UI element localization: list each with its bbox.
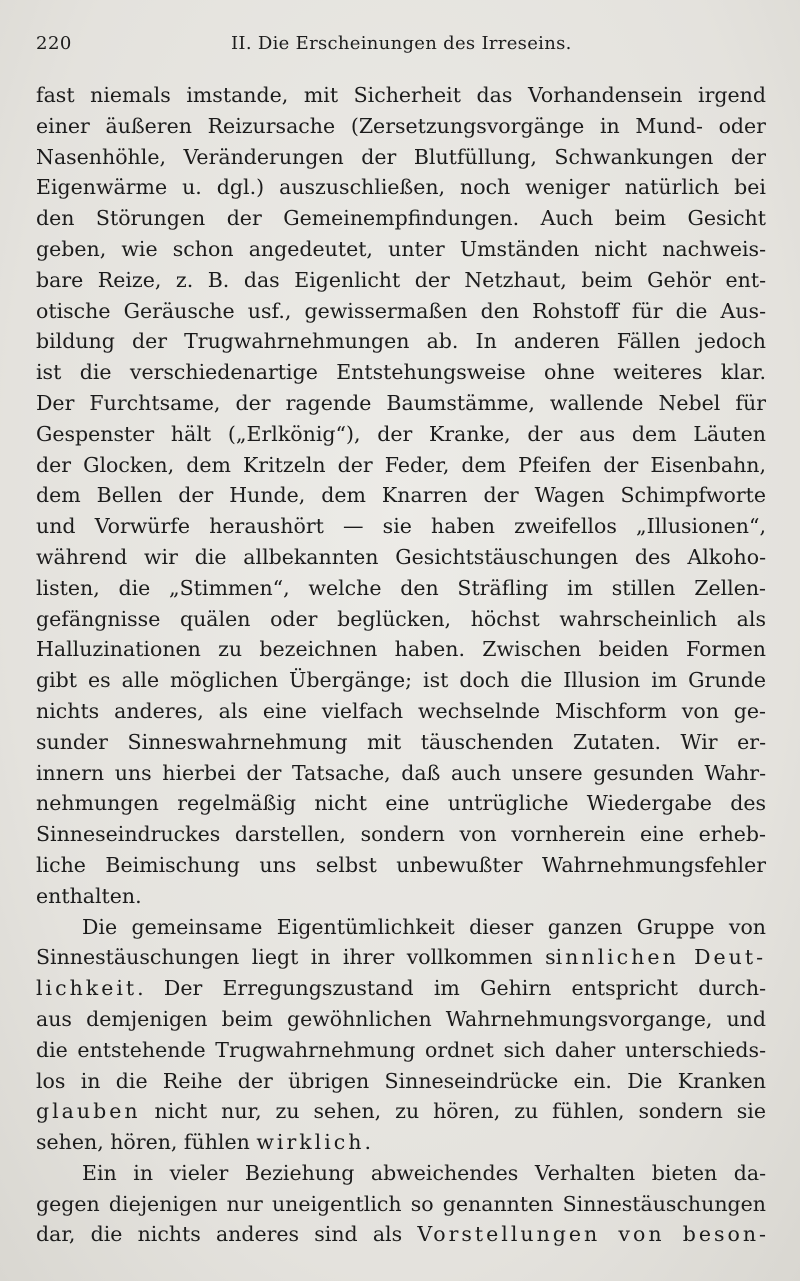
body-line: otische Geräusche usf., gewissermaßen den Rohstoff für die Aus- xyxy=(36,298,766,323)
body-line: während wir die allbekannten Gesichtstäuschungen des Alkoho- xyxy=(36,544,766,569)
body-line: den Störungen der Gemeinempfindungen. Auch beim Gesicht xyxy=(36,206,766,231)
body-line: nehmungen regelmäßig nicht eine untrügliche Wiedergabe des xyxy=(36,791,766,816)
body-line: dar, die nichts anderes sind als Vorstellungen von beson- xyxy=(36,1222,766,1247)
body-line: Die gemeinsame Eigentümlichkeit dieser ganzen Gruppe von xyxy=(82,914,766,939)
body-line: liche Beimischung uns selbst unbewußter Wahrnehmungsfehler xyxy=(36,852,766,877)
body-line: Sinnestäuschungen liegt in ihrer vollkommen sinnlichen Deut- xyxy=(36,945,766,970)
body-text xyxy=(36,80,766,1250)
body-line: gefängnisse quälen oder beglücken, höchst wahrscheinlich als xyxy=(36,606,766,631)
page-header xyxy=(36,33,764,57)
spaced-emphasis: lichkeit xyxy=(36,976,138,1001)
body-line: einer äußeren Reizursache (Zersetzungsvorgänge in Mund- oder xyxy=(36,113,766,138)
spaced-emphasis: Vorstellungen von beson xyxy=(417,1222,760,1247)
body-line: nichts anderes, als eine vielfach wechselnde Mischform von ge- xyxy=(36,698,766,723)
body-line: die entstehende Trugwahrnehmung ordnet sich daher unterschieds- xyxy=(36,1037,766,1062)
body-line: Ein in vieler Beziehung abweichendes Verhalten bieten da- xyxy=(82,1160,766,1185)
running-head: II. Die Erscheinungen des Irreseins. xyxy=(231,33,572,54)
body-line: bildung der Trugwahrnehmungen ab. In anderen Fällen jedoch xyxy=(36,329,766,354)
body-line: Eigenwärme u. dgl.) auszuschließen, noch weniger natürlich bei xyxy=(36,175,766,200)
body-line: fast niemals imstande, mit Sicherheit das Vorhandensein irgend xyxy=(36,83,766,107)
body-line: sunder Sinneswahrnehmung mit täuschenden Zutaten. Wir er- xyxy=(36,729,766,754)
body-line: Halluzinationen zu bezeichnen haben. Zwischen beiden Formen xyxy=(36,637,766,662)
body-line: gibt es alle möglichen Übergänge; ist doch die Illusion im Grunde xyxy=(36,668,766,693)
body-line: gegen diejenigen nur uneigentlich so genannten Sinnestäuschungen xyxy=(36,1191,766,1216)
body-line: lichkeit. Der Erregungszustand im Gehirn entspricht durch- xyxy=(36,976,766,1001)
body-line: bare Reize, z. B. das Eigenlicht der Netzhaut, beim Gehör ent- xyxy=(36,267,766,292)
body-line: innern uns hierbei der Tatsache, daß auch unsere gesunden Wahr- xyxy=(36,760,766,785)
spaced-emphasis: wirklich xyxy=(256,1130,365,1155)
body-line: Nasenhöhle, Veränderungen der Blutfüllung, Schwankungen der xyxy=(36,144,766,169)
body-line: ist die verschiedenartige Entstehungsweise ohne weiteres klar. xyxy=(36,360,766,385)
spaced-emphasis: glauben xyxy=(36,1099,141,1124)
body-line: glauben nicht nur, zu sehen, zu hören, zu fühlen, sondern sie xyxy=(36,1099,766,1124)
body-line: dem Bellen der Hunde, dem Knarren der Wagen Schimpfworte xyxy=(36,483,766,508)
body-line: aus demjenigen beim gewöhnlichen Wahrnehmungsvorgange, und xyxy=(36,1006,766,1031)
body-line: geben, wie schon angedeutet, unter Umständen nicht nachweis- xyxy=(36,236,766,261)
body-line: und Vorwürfe heraushört — sie haben zweifellos „Illusionen“, xyxy=(36,514,766,539)
page-number: 220 xyxy=(36,33,72,54)
body-line: sehen, hören, fühlen wirklich. xyxy=(36,1130,371,1155)
body-line: enthalten. xyxy=(36,883,142,908)
body-line: los in die Reihe der übrigen Sinneseindrücke ein. Die Kranken xyxy=(36,1068,766,1093)
body-line: listen, die „Stimmen“, welche den Sträfling im stillen Zellen- xyxy=(36,575,766,600)
body-line: Sinneseindruckes darstellen, sondern von vornherein eine erheb- xyxy=(36,822,766,847)
spaced-emphasis: innlichen Deut- xyxy=(555,945,766,970)
body-line: Gespenster hält („Erlkönig“), der Kranke, der aus dem Läuten xyxy=(36,421,766,446)
body-line: Der Furchtsame, der ragende Baumstämme, wallende Nebel für xyxy=(36,390,766,415)
body-line: der Glocken, dem Kritzeln der Feder, dem Pfeifen der Eisenbahn, xyxy=(36,452,766,477)
